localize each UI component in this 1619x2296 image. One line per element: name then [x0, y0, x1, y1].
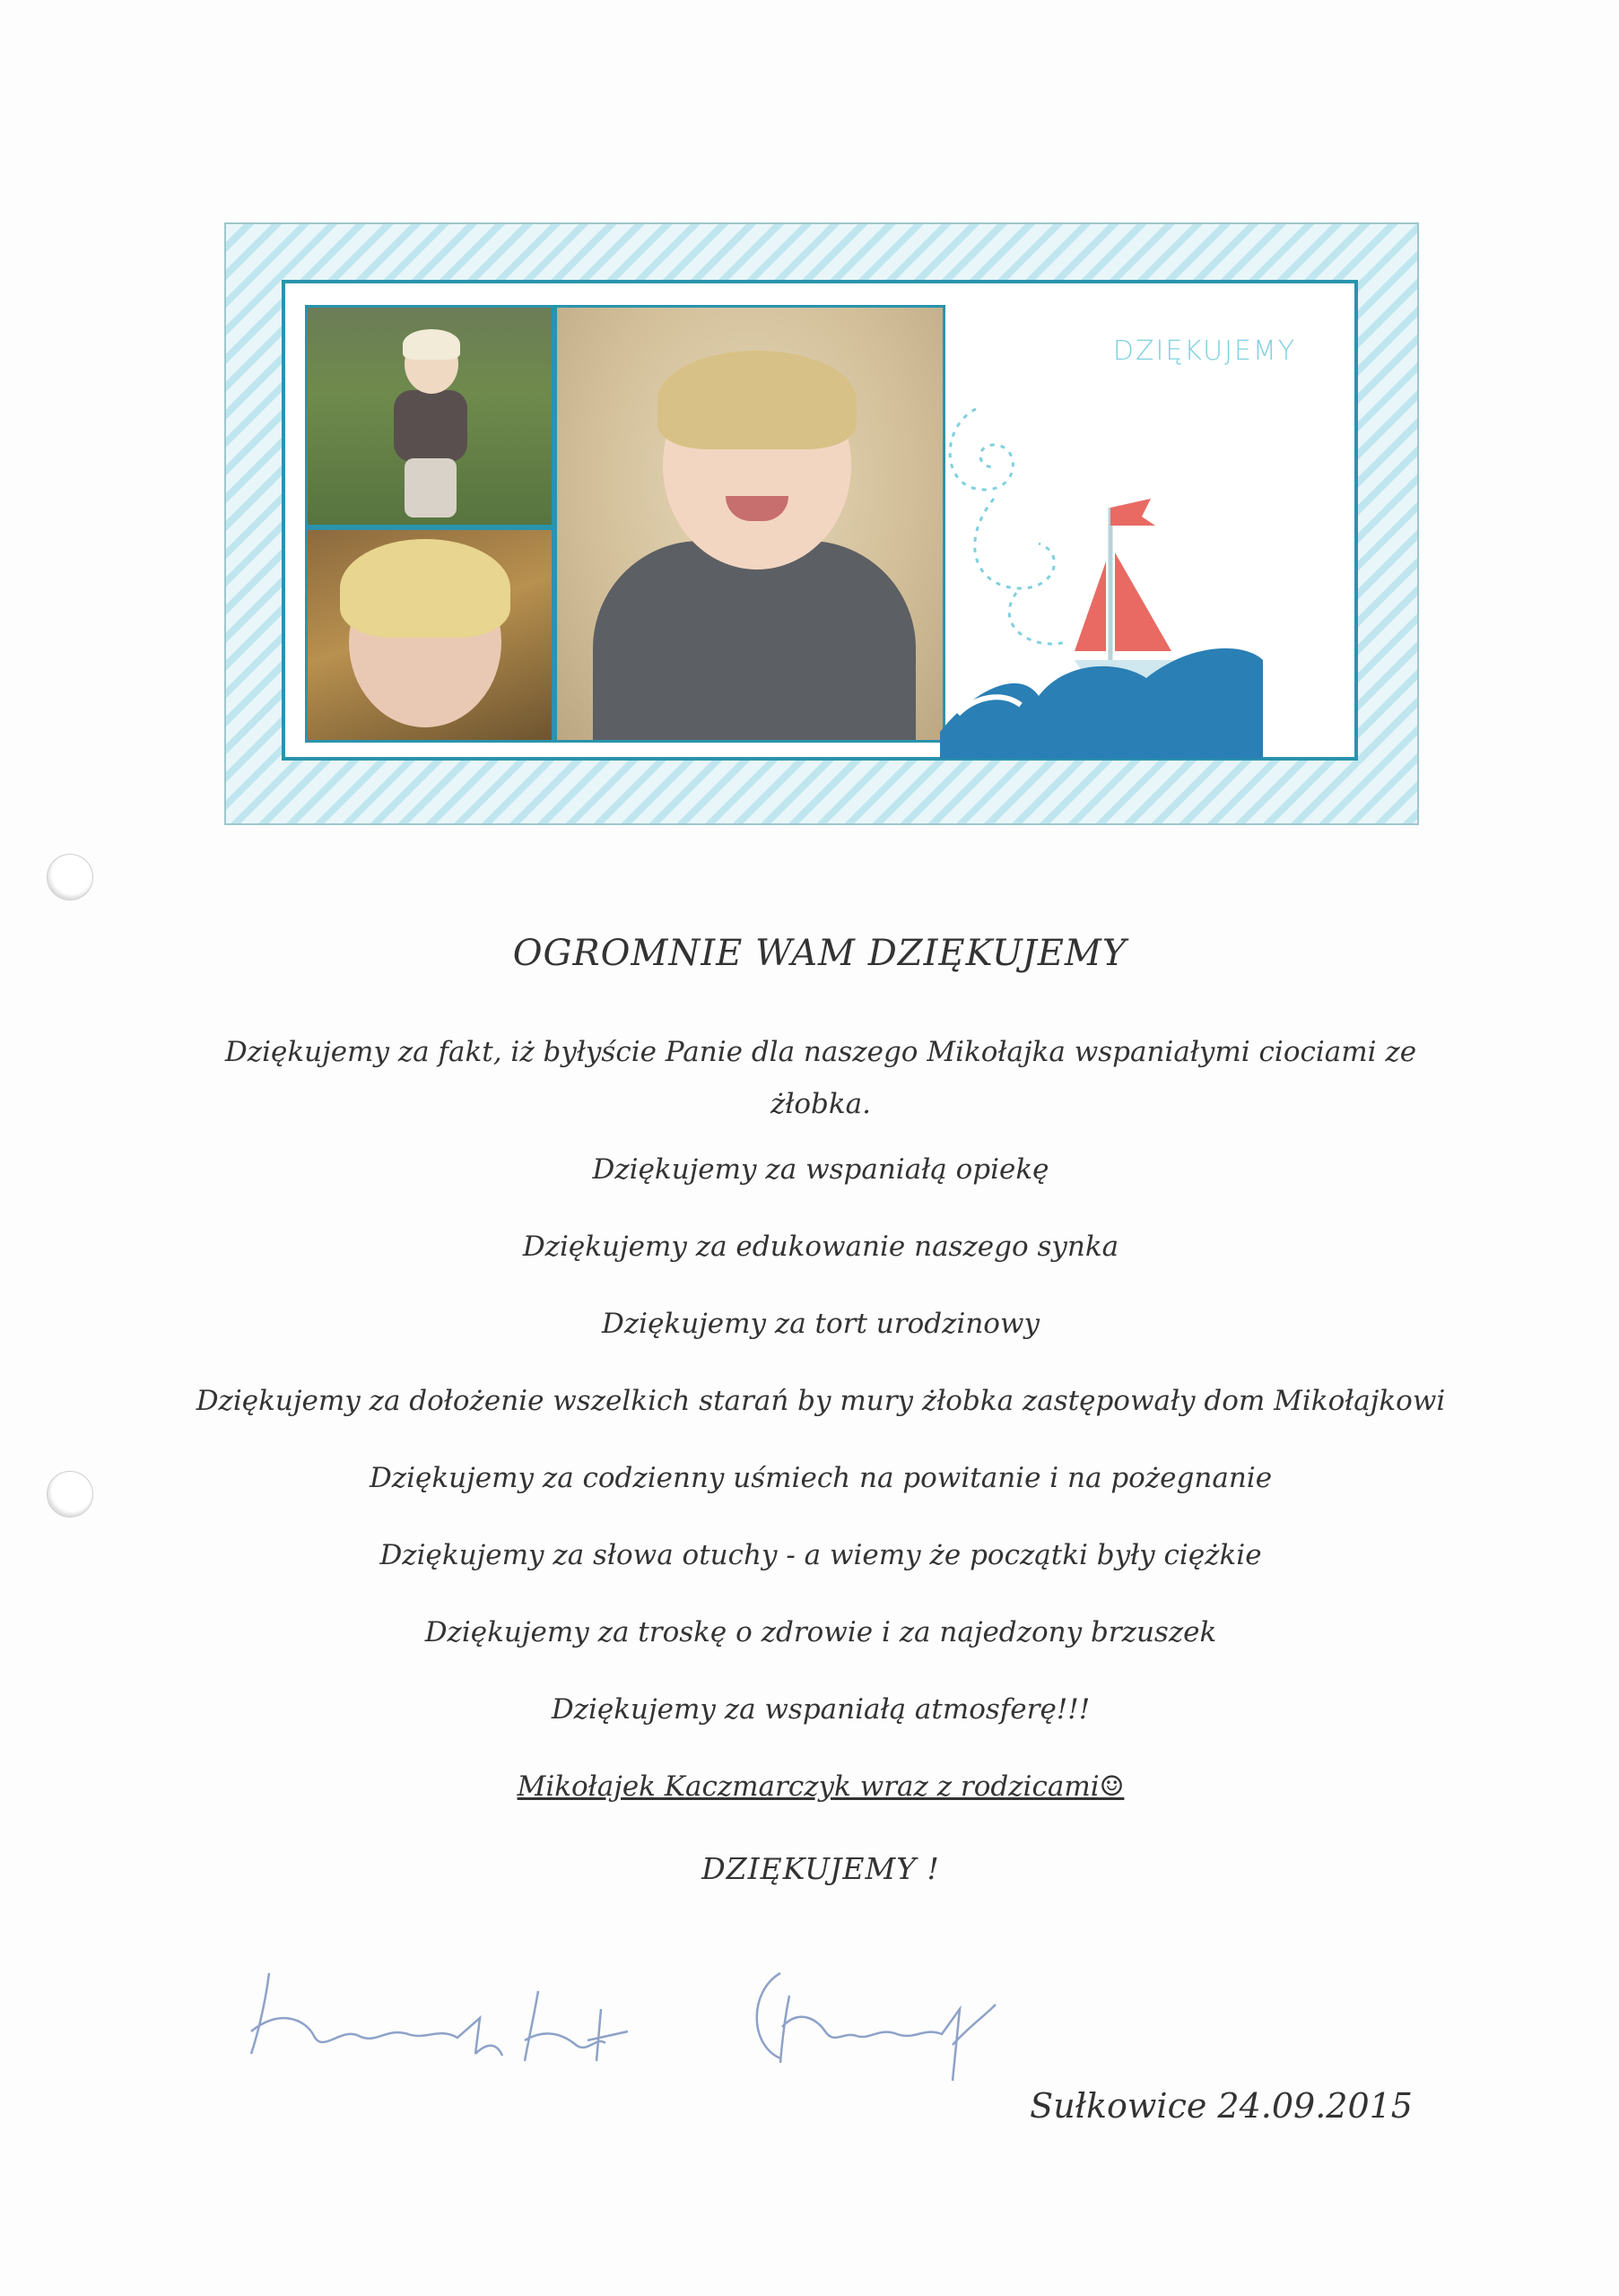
photo-child-smiling: [554, 305, 945, 743]
letter-closing: DZIĘKUJEMY !: [701, 1851, 940, 1886]
letter-line: Dziękujemy za słowa otuchy - a wiemy że początki były ciężkie: [379, 1539, 1262, 1571]
punch-hole: [47, 1471, 93, 1518]
thank-you-card: [224, 222, 1419, 825]
card-title: DZIĘKUJEMY: [1112, 335, 1297, 367]
letter-line: Dziękujemy za troskę o zdrowie i za najedzony brzuszek: [424, 1616, 1217, 1648]
signature-line: Mikołajek Kaczmarczyk wraz z rodzicami☺: [517, 1770, 1125, 1803]
card-inner-panel: [282, 280, 1358, 761]
photo-child-standing: [305, 305, 554, 527]
punch-hole: [47, 854, 93, 900]
letter-heading: OGROMNIE WAM DZIĘKUJEMY: [512, 933, 1127, 974]
letter-line: Dziękujemy za edukowanie naszego synka: [522, 1231, 1119, 1263]
letter-intro: Dziękujemy za fakt, iż byłyście Panie dla naszego Mikołajka wspaniałymi ciociami ze żłobka.: [224, 1036, 1417, 1120]
letter-line: Dziękujemy za tort urodzinowy: [601, 1308, 1040, 1340]
letter-line: Dziękujemy za dołożenie wszelkich starań by mury żłobka zastępowały dom Mikołajkowi: [196, 1385, 1446, 1417]
sailboat-icon: [940, 391, 1353, 759]
handwritten-signature-1: [242, 1955, 637, 2072]
letter-line: Dziękujemy za wspaniałą opiekę: [592, 1153, 1049, 1186]
photo-child-closeup: [305, 527, 554, 743]
letter-line: Dziękujemy za wspaniałą atmosferę!!!: [551, 1693, 1091, 1726]
letter-line: Dziękujemy za codzienny uśmiech na powitanie i na pożegnanie: [369, 1462, 1273, 1494]
handwritten-signature-2: [744, 1955, 1014, 2090]
place-date: Sułkowice 24.09.2015: [1030, 2086, 1413, 2126]
